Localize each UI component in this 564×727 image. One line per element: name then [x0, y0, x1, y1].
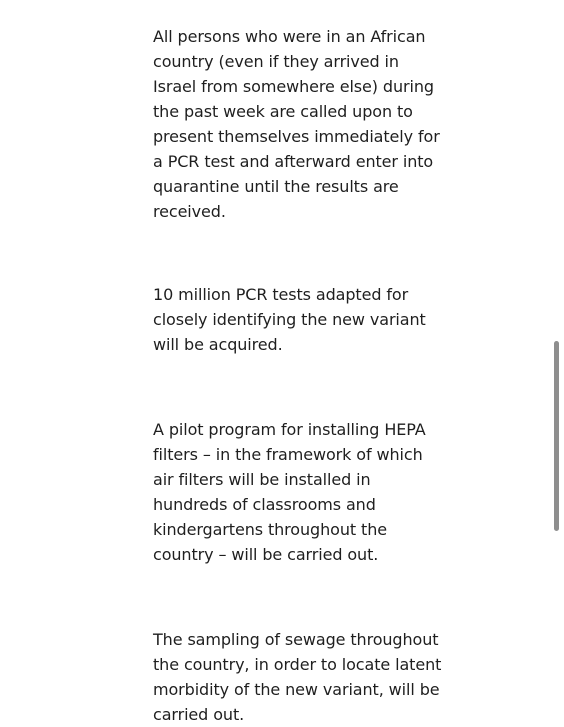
text-line: 10 million PCR tests adapted for	[153, 285, 409, 304]
text-line: The sampling of sewage throughout	[153, 630, 439, 649]
paragraph-hepa-filters	[153, 417, 453, 567]
text-line: morbidity of the new variant, will be	[153, 680, 440, 699]
paragraph-africa-travelers	[153, 24, 453, 224]
text-line: country – will be carried out.	[153, 545, 379, 564]
text-line: present themselves immediately for	[153, 127, 440, 146]
text-line: filters – in the framework of which	[153, 445, 423, 464]
text-line: the country, in order to locate latent	[153, 655, 442, 674]
text-line: kindergartens throughout the	[153, 520, 387, 539]
scrollbar-thumb[interactable]	[554, 341, 559, 531]
text-line: hundreds of classrooms and	[153, 495, 376, 514]
text-line: A pilot program for installing HEPA	[153, 420, 426, 439]
text-line: carried out.	[153, 705, 245, 724]
text-line: Israel from somewhere else) during	[153, 77, 434, 96]
text-line: quarantine until the results are	[153, 177, 399, 196]
paragraph-sewage-sampling	[153, 627, 453, 727]
text-line: the past week are called upon to	[153, 102, 413, 121]
paragraph-pcr-tests	[153, 282, 453, 357]
text-line: air filters will be installed in	[153, 470, 371, 489]
text-line: a PCR test and afterward enter into	[153, 152, 434, 171]
text-line: will be acquired.	[153, 335, 283, 354]
text-line: received.	[153, 202, 226, 221]
text-line: All persons who were in an African	[153, 27, 426, 46]
text-line: country (even if they arrived in	[153, 52, 399, 71]
text-line: closely identifying the new variant	[153, 310, 426, 329]
article-body	[153, 24, 453, 727]
